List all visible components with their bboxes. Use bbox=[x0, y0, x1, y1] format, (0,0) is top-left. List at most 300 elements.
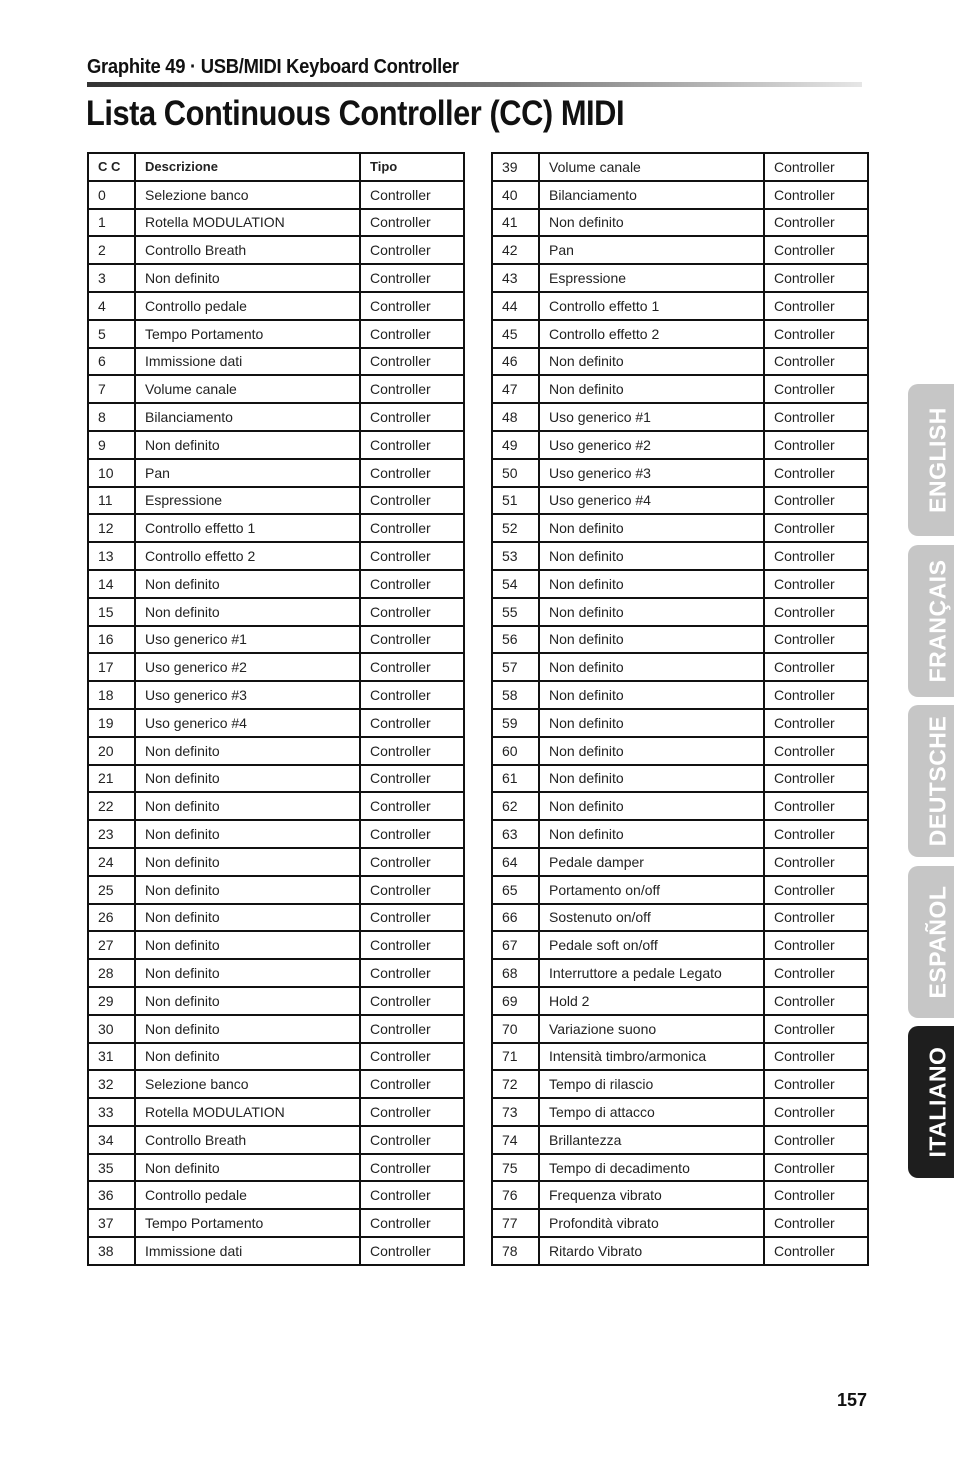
cell-cc: 14 bbox=[88, 570, 135, 598]
tab-francais[interactable] bbox=[908, 545, 954, 697]
header-descrizione: Descrizione bbox=[135, 153, 360, 181]
cell-cc: 40 bbox=[492, 181, 539, 209]
table-row bbox=[492, 403, 868, 431]
cell-descrizione: Non definito bbox=[539, 737, 764, 765]
cell-tipo: Controller bbox=[764, 209, 868, 237]
table-row bbox=[492, 264, 868, 292]
cell-descrizione: Intensità timbro/armonica bbox=[539, 1043, 764, 1071]
cell-cc: 64 bbox=[492, 848, 539, 876]
cell-tipo: Controller bbox=[764, 292, 868, 320]
cell-tipo: Controller bbox=[360, 542, 464, 570]
cell-cc: 76 bbox=[492, 1181, 539, 1209]
cell-descrizione: Controllo Breath bbox=[135, 1126, 360, 1154]
cell-cc: 24 bbox=[88, 848, 135, 876]
cc-table-right bbox=[491, 152, 869, 1266]
table-row bbox=[88, 320, 464, 348]
tab-label: FRANÇAIS bbox=[924, 559, 951, 683]
cell-cc: 39 bbox=[492, 153, 539, 181]
cell-cc: 28 bbox=[88, 959, 135, 987]
cell-cc: 68 bbox=[492, 959, 539, 987]
cell-descrizione: Controllo effetto 2 bbox=[135, 542, 360, 570]
cell-tipo: Controller bbox=[360, 348, 464, 376]
table-row bbox=[88, 1154, 464, 1182]
cell-tipo: Controller bbox=[360, 626, 464, 654]
cell-descrizione: Bilanciamento bbox=[539, 181, 764, 209]
table-row bbox=[492, 626, 868, 654]
cell-tipo: Controller bbox=[360, 236, 464, 264]
cell-tipo: Controller bbox=[360, 1043, 464, 1071]
tab-label: ENGLISH bbox=[924, 407, 951, 513]
cell-tipo: Controller bbox=[764, 236, 868, 264]
cell-cc: 41 bbox=[492, 209, 539, 237]
cell-cc: 0 bbox=[88, 181, 135, 209]
cell-descrizione: Non definito bbox=[135, 931, 360, 959]
cell-descrizione: Controllo pedale bbox=[135, 1181, 360, 1209]
cell-tipo: Controller bbox=[764, 542, 868, 570]
cell-descrizione: Espressione bbox=[539, 264, 764, 292]
cell-cc: 62 bbox=[492, 792, 539, 820]
cell-tipo: Controller bbox=[360, 1154, 464, 1182]
cell-descrizione: Bilanciamento bbox=[135, 403, 360, 431]
table-row bbox=[492, 1015, 868, 1043]
table-row bbox=[88, 626, 464, 654]
tab-label: DEUTSCHE bbox=[924, 715, 951, 847]
table-row bbox=[492, 1070, 868, 1098]
cell-tipo: Controller bbox=[360, 403, 464, 431]
cell-cc: 44 bbox=[492, 292, 539, 320]
cell-cc: 69 bbox=[492, 987, 539, 1015]
tab-italiano[interactable] bbox=[908, 1026, 954, 1178]
table-row bbox=[88, 820, 464, 848]
cell-cc: 6 bbox=[88, 348, 135, 376]
cell-tipo: Controller bbox=[764, 348, 868, 376]
cell-cc: 45 bbox=[492, 320, 539, 348]
table-row bbox=[492, 709, 868, 737]
tab-english[interactable] bbox=[908, 384, 954, 536]
cell-descrizione: Non definito bbox=[539, 348, 764, 376]
cell-descrizione: Non definito bbox=[539, 820, 764, 848]
tab-label: ITALIANO bbox=[924, 1046, 951, 1158]
cell-tipo: Controller bbox=[764, 931, 868, 959]
cell-cc: 54 bbox=[492, 570, 539, 598]
cell-descrizione: Tempo di attacco bbox=[539, 1098, 764, 1126]
cell-cc: 9 bbox=[88, 431, 135, 459]
table-row bbox=[88, 209, 464, 237]
cell-cc: 66 bbox=[492, 904, 539, 932]
cell-tipo: Controller bbox=[764, 709, 868, 737]
cell-cc: 36 bbox=[88, 1181, 135, 1209]
cell-cc: 1 bbox=[88, 209, 135, 237]
cell-cc: 17 bbox=[88, 653, 135, 681]
cell-descrizione: Non definito bbox=[539, 765, 764, 793]
cell-tipo: Controller bbox=[764, 431, 868, 459]
cell-tipo: Controller bbox=[764, 848, 868, 876]
cell-tipo: Controller bbox=[360, 737, 464, 765]
cell-tipo: Controller bbox=[360, 487, 464, 515]
cell-tipo: Controller bbox=[360, 848, 464, 876]
cell-descrizione: Volume canale bbox=[135, 375, 360, 403]
table-row bbox=[492, 542, 868, 570]
cell-descrizione: Non definito bbox=[135, 848, 360, 876]
cell-descrizione: Brillantezza bbox=[539, 1126, 764, 1154]
cell-cc: 2 bbox=[88, 236, 135, 264]
table-row bbox=[492, 236, 868, 264]
cell-cc: 33 bbox=[88, 1098, 135, 1126]
cell-descrizione: Immissione dati bbox=[135, 348, 360, 376]
cell-tipo: Controller bbox=[764, 1181, 868, 1209]
cell-cc: 31 bbox=[88, 1043, 135, 1071]
table-row bbox=[88, 848, 464, 876]
table-row bbox=[492, 765, 868, 793]
cell-descrizione: Frequenza vibrato bbox=[539, 1181, 764, 1209]
cell-descrizione: Non definito bbox=[539, 792, 764, 820]
cell-descrizione: Non definito bbox=[539, 598, 764, 626]
cell-tipo: Controller bbox=[764, 459, 868, 487]
cell-descrizione: Non definito bbox=[135, 598, 360, 626]
cell-descrizione: Tempo di decadimento bbox=[539, 1154, 764, 1182]
cell-tipo: Controller bbox=[764, 1015, 868, 1043]
table-row bbox=[492, 375, 868, 403]
cell-tipo: Controller bbox=[360, 431, 464, 459]
cell-cc: 34 bbox=[88, 1126, 135, 1154]
cell-cc: 27 bbox=[88, 931, 135, 959]
cell-tipo: Controller bbox=[764, 626, 868, 654]
cell-cc: 16 bbox=[88, 626, 135, 654]
cell-cc: 51 bbox=[492, 487, 539, 515]
table-row bbox=[88, 459, 464, 487]
cell-cc: 49 bbox=[492, 431, 539, 459]
table-row bbox=[88, 292, 464, 320]
cell-cc: 73 bbox=[492, 1098, 539, 1126]
table-row bbox=[88, 1070, 464, 1098]
table-row bbox=[492, 987, 868, 1015]
table-row bbox=[88, 181, 464, 209]
cell-descrizione: Hold 2 bbox=[539, 987, 764, 1015]
cell-descrizione: Pan bbox=[135, 459, 360, 487]
cell-descrizione: Controllo effetto 1 bbox=[135, 514, 360, 542]
cell-cc: 63 bbox=[492, 820, 539, 848]
cell-tipo: Controller bbox=[764, 153, 868, 181]
table-row bbox=[88, 236, 464, 264]
cell-tipo: Controller bbox=[764, 514, 868, 542]
cell-cc: 65 bbox=[492, 876, 539, 904]
cell-tipo: Controller bbox=[360, 653, 464, 681]
table-row bbox=[88, 598, 464, 626]
cell-descrizione: Non definito bbox=[539, 709, 764, 737]
cell-cc: 75 bbox=[492, 1154, 539, 1182]
cell-descrizione: Non definito bbox=[135, 264, 360, 292]
table-row bbox=[88, 1237, 464, 1265]
table-row bbox=[492, 514, 868, 542]
cell-tipo: Controller bbox=[764, 403, 868, 431]
cell-descrizione: Non definito bbox=[135, 570, 360, 598]
cell-tipo: Controller bbox=[764, 320, 868, 348]
cell-tipo: Controller bbox=[764, 487, 868, 515]
cell-tipo: Controller bbox=[764, 264, 868, 292]
cell-descrizione: Uso generico #4 bbox=[539, 487, 764, 515]
table-row bbox=[492, 1098, 868, 1126]
cell-tipo: Controller bbox=[764, 570, 868, 598]
table-row bbox=[88, 1098, 464, 1126]
table-row bbox=[88, 765, 464, 793]
cell-cc: 60 bbox=[492, 737, 539, 765]
cell-descrizione: Volume canale bbox=[539, 153, 764, 181]
cell-cc: 15 bbox=[88, 598, 135, 626]
cell-tipo: Controller bbox=[764, 1070, 868, 1098]
product-name: Graphite 49 · USB/MIDI Keyboard Controller bbox=[87, 56, 459, 78]
cell-descrizione: Controllo Breath bbox=[135, 236, 360, 264]
cell-descrizione: Pedale damper bbox=[539, 848, 764, 876]
cell-tipo: Controller bbox=[360, 209, 464, 237]
table-row bbox=[88, 403, 464, 431]
table-row bbox=[88, 487, 464, 515]
cell-tipo: Controller bbox=[360, 792, 464, 820]
cell-descrizione: Non definito bbox=[135, 1154, 360, 1182]
table-row bbox=[88, 431, 464, 459]
cell-tipo: Controller bbox=[764, 959, 868, 987]
cell-tipo: Controller bbox=[764, 598, 868, 626]
cell-tipo: Controller bbox=[764, 737, 868, 765]
table-row bbox=[88, 987, 464, 1015]
table-row bbox=[492, 1154, 868, 1182]
table-row bbox=[492, 792, 868, 820]
cell-tipo: Controller bbox=[360, 570, 464, 598]
table-row bbox=[492, 320, 868, 348]
cell-descrizione: Rotella MODULATION bbox=[135, 209, 360, 237]
cell-cc: 12 bbox=[88, 514, 135, 542]
cell-cc: 18 bbox=[88, 681, 135, 709]
cell-descrizione: Uso generico #1 bbox=[539, 403, 764, 431]
cell-cc: 35 bbox=[88, 1154, 135, 1182]
cell-descrizione: Rotella MODULATION bbox=[135, 1098, 360, 1126]
table-row bbox=[492, 1126, 868, 1154]
table-row bbox=[492, 487, 868, 515]
table-row bbox=[88, 931, 464, 959]
cell-tipo: Controller bbox=[360, 181, 464, 209]
table-row bbox=[88, 959, 464, 987]
cell-descrizione: Non definito bbox=[539, 681, 764, 709]
cell-tipo: Controller bbox=[360, 820, 464, 848]
cell-cc: 50 bbox=[492, 459, 539, 487]
table-header-row bbox=[88, 153, 464, 181]
cell-cc: 21 bbox=[88, 765, 135, 793]
cell-cc: 5 bbox=[88, 320, 135, 348]
cell-descrizione: Selezione banco bbox=[135, 1070, 360, 1098]
table-row bbox=[88, 709, 464, 737]
cell-tipo: Controller bbox=[764, 681, 868, 709]
cell-cc: 19 bbox=[88, 709, 135, 737]
cell-tipo: Controller bbox=[764, 876, 868, 904]
cell-descrizione: Variazione suono bbox=[539, 1015, 764, 1043]
table-row bbox=[88, 792, 464, 820]
cell-cc: 57 bbox=[492, 653, 539, 681]
table-row bbox=[492, 292, 868, 320]
cell-cc: 72 bbox=[492, 1070, 539, 1098]
table-row bbox=[88, 653, 464, 681]
cell-descrizione: Controllo effetto 2 bbox=[539, 320, 764, 348]
cell-cc: 3 bbox=[88, 264, 135, 292]
cell-cc: 43 bbox=[492, 264, 539, 292]
cell-cc: 8 bbox=[88, 403, 135, 431]
cell-cc: 52 bbox=[492, 514, 539, 542]
cell-descrizione: Non definito bbox=[135, 959, 360, 987]
table-row bbox=[492, 209, 868, 237]
cell-tipo: Controller bbox=[360, 876, 464, 904]
cell-tipo: Controller bbox=[360, 931, 464, 959]
cell-cc: 67 bbox=[492, 931, 539, 959]
cell-descrizione: Controllo pedale bbox=[135, 292, 360, 320]
cell-tipo: Controller bbox=[360, 1015, 464, 1043]
cell-tipo: Controller bbox=[360, 320, 464, 348]
page-title: Lista Continuous Controller (CC) MIDI bbox=[86, 94, 625, 133]
table-row bbox=[88, 737, 464, 765]
cell-descrizione: Interruttore a pedale Legato bbox=[539, 959, 764, 987]
cell-descrizione: Non definito bbox=[135, 904, 360, 932]
table-row bbox=[492, 931, 868, 959]
table-row bbox=[492, 848, 868, 876]
table-row bbox=[492, 681, 868, 709]
cell-tipo: Controller bbox=[764, 765, 868, 793]
cell-tipo: Controller bbox=[360, 1209, 464, 1237]
table-row bbox=[492, 737, 868, 765]
cell-tipo: Controller bbox=[360, 1237, 464, 1265]
table-row bbox=[492, 1237, 868, 1265]
cell-tipo: Controller bbox=[764, 1237, 868, 1265]
table-row bbox=[492, 959, 868, 987]
cell-descrizione: Portamento on/off bbox=[539, 876, 764, 904]
tab-espanol[interactable] bbox=[908, 866, 954, 1018]
cell-tipo: Controller bbox=[360, 987, 464, 1015]
cell-tipo: Controller bbox=[360, 959, 464, 987]
table-row bbox=[492, 1043, 868, 1071]
cell-cc: 26 bbox=[88, 904, 135, 932]
table-row bbox=[88, 570, 464, 598]
cell-descrizione: Tempo Portamento bbox=[135, 1209, 360, 1237]
cell-cc: 30 bbox=[88, 1015, 135, 1043]
cell-descrizione: Uso generico #3 bbox=[135, 681, 360, 709]
cell-cc: 7 bbox=[88, 375, 135, 403]
cell-descrizione: Non definito bbox=[539, 570, 764, 598]
table-row bbox=[492, 1181, 868, 1209]
cell-cc: 42 bbox=[492, 236, 539, 264]
cell-tipo: Controller bbox=[360, 292, 464, 320]
page-number: 157 bbox=[836, 1390, 867, 1410]
table-row bbox=[492, 1209, 868, 1237]
cell-descrizione: Uso generico #1 bbox=[135, 626, 360, 654]
cell-tipo: Controller bbox=[764, 1154, 868, 1182]
cell-tipo: Controller bbox=[764, 987, 868, 1015]
cell-cc: 38 bbox=[88, 1237, 135, 1265]
table-row bbox=[492, 459, 868, 487]
cell-descrizione: Non definito bbox=[135, 820, 360, 848]
table-row bbox=[492, 820, 868, 848]
cell-cc: 37 bbox=[88, 1209, 135, 1237]
table-row bbox=[492, 431, 868, 459]
table-row bbox=[88, 876, 464, 904]
cell-cc: 53 bbox=[492, 542, 539, 570]
cell-cc: 77 bbox=[492, 1209, 539, 1237]
cell-descrizione: Uso generico #2 bbox=[539, 431, 764, 459]
table-row bbox=[88, 681, 464, 709]
tab-label: ESPAÑOL bbox=[924, 885, 951, 999]
cell-descrizione: Non definito bbox=[539, 626, 764, 654]
table-row bbox=[88, 1043, 464, 1071]
header-cc: C C bbox=[88, 153, 135, 181]
cell-tipo: Controller bbox=[360, 598, 464, 626]
cell-cc: 58 bbox=[492, 681, 539, 709]
cell-descrizione: Uso generico #3 bbox=[539, 459, 764, 487]
cell-cc: 29 bbox=[88, 987, 135, 1015]
cell-descrizione: Non definito bbox=[135, 876, 360, 904]
cell-cc: 25 bbox=[88, 876, 135, 904]
cell-descrizione: Non definito bbox=[135, 1043, 360, 1071]
cell-tipo: Controller bbox=[360, 1126, 464, 1154]
cell-tipo: Controller bbox=[360, 1070, 464, 1098]
cell-tipo: Controller bbox=[764, 1043, 868, 1071]
cell-cc: 71 bbox=[492, 1043, 539, 1071]
cell-descrizione: Selezione banco bbox=[135, 181, 360, 209]
cell-tipo: Controller bbox=[360, 709, 464, 737]
cell-descrizione: Immissione dati bbox=[135, 1237, 360, 1265]
cell-tipo: Controller bbox=[764, 375, 868, 403]
table-row bbox=[88, 1015, 464, 1043]
cell-cc: 10 bbox=[88, 459, 135, 487]
cell-descrizione: Tempo di rilascio bbox=[539, 1070, 764, 1098]
cell-descrizione: Non definito bbox=[135, 1015, 360, 1043]
cell-tipo: Controller bbox=[360, 1181, 464, 1209]
cell-cc: 78 bbox=[492, 1237, 539, 1265]
cell-tipo: Controller bbox=[764, 1209, 868, 1237]
table-row bbox=[492, 348, 868, 376]
table-row bbox=[492, 653, 868, 681]
cell-descrizione: Profondità vibrato bbox=[539, 1209, 764, 1237]
tab-deutsche[interactable] bbox=[908, 705, 954, 857]
table-row bbox=[492, 876, 868, 904]
cell-tipo: Controller bbox=[764, 1126, 868, 1154]
cell-cc: 56 bbox=[492, 626, 539, 654]
cell-descrizione: Non definito bbox=[135, 737, 360, 765]
table-row bbox=[88, 1209, 464, 1237]
cell-cc: 11 bbox=[88, 487, 135, 515]
cell-cc: 59 bbox=[492, 709, 539, 737]
cell-tipo: Controller bbox=[360, 1098, 464, 1126]
cell-descrizione: Pedale soft on/off bbox=[539, 931, 764, 959]
table-row bbox=[88, 542, 464, 570]
cell-tipo: Controller bbox=[360, 264, 464, 292]
table-row bbox=[88, 375, 464, 403]
cell-cc: 13 bbox=[88, 542, 135, 570]
cell-tipo: Controller bbox=[360, 765, 464, 793]
cell-tipo: Controller bbox=[360, 459, 464, 487]
cell-descrizione: Tempo Portamento bbox=[135, 320, 360, 348]
cell-cc: 48 bbox=[492, 403, 539, 431]
cell-cc: 55 bbox=[492, 598, 539, 626]
cell-tipo: Controller bbox=[360, 375, 464, 403]
cell-descrizione: Espressione bbox=[135, 487, 360, 515]
cell-descrizione: Non definito bbox=[135, 765, 360, 793]
cell-tipo: Controller bbox=[764, 181, 868, 209]
cell-descrizione: Controllo effetto 1 bbox=[539, 292, 764, 320]
cell-tipo: Controller bbox=[764, 792, 868, 820]
cell-cc: 74 bbox=[492, 1126, 539, 1154]
cell-cc: 4 bbox=[88, 292, 135, 320]
cell-descrizione: Non definito bbox=[135, 987, 360, 1015]
cell-descrizione: Non definito bbox=[135, 431, 360, 459]
table-row bbox=[88, 514, 464, 542]
cc-table-left bbox=[87, 152, 465, 1266]
table-row bbox=[88, 348, 464, 376]
cell-descrizione: Non definito bbox=[135, 792, 360, 820]
